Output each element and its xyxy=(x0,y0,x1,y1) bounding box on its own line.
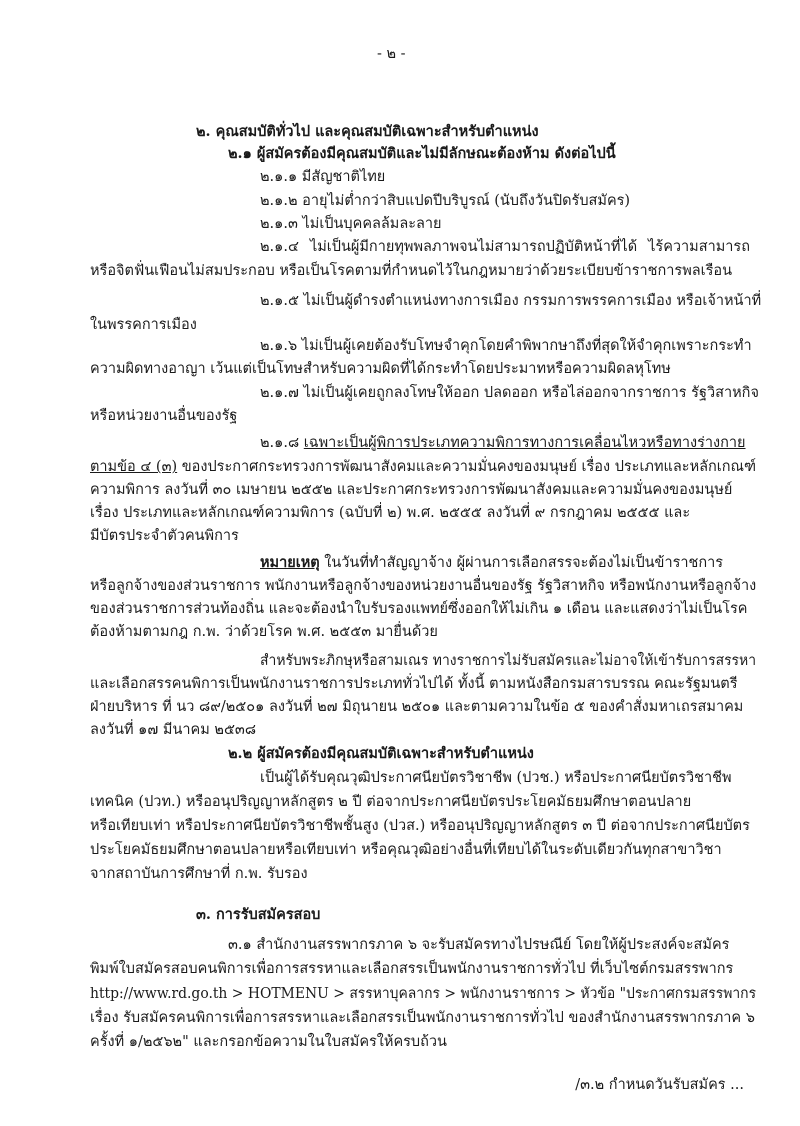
item-2-1-3: ๒.๑.๓ ไม่เป็นบุคคลล้มละลาย xyxy=(260,216,442,232)
continuation-note: /๓.๒ กำหนดวันรับสมัคร ... xyxy=(575,1077,744,1093)
note-line-4: ต้องห้ามตามกฎ ก.พ. ว่าด้วยโรค พ.ศ. ๒๕๕๓ มายื่นด้วย xyxy=(90,624,438,640)
section-3-line-1: ๓.๑ สำนักงานสรรพากรภาค ๖ จะรับสมัครทางไปรษณีย์ โดยให้ผู้ประสงค์จะสมัคร xyxy=(228,937,730,953)
monk-note-line-3: ฝ่ายบริหาร ที่ นว ๘๙/๒๕๐๑ ลงวันที่ ๒๗ มิถุนายน ๒๕๐๑ และตามความในข้อ ๕ ของคำสั่งมหาเถรสมาคม xyxy=(90,699,744,715)
section-2-2-line-3: หรือเทียบเท่า หรือประกาศนียบัตรวิชาชีพชั้นสูง (ปวส.) หรืออนุปริญญาหลักสูตร ๓ ปี ต่อจากประกาศนียบัตร xyxy=(90,818,750,834)
note-line-1-text: ในวันที่ทำสัญญาจ้าง ผู้ผ่านการเลือกสรรจะต้องไม่เป็นข้าราชการ xyxy=(319,555,724,571)
section-2-1-heading: ๒.๑ ผู้สมัครต้องมีคุณสมบัติและไม่มีลักษณะต้องห้าม ดังต่อไปนี้ xyxy=(228,145,616,162)
section-3-heading: ๓. การรับสมัครสอบ xyxy=(196,906,321,923)
section-3-line-5: ครั้งที่ ๑/๒๕๖๒" และกรอกข้อความในใบสมัครให้ครบถ้วน xyxy=(90,1034,447,1050)
item-2-1-7-line-1: ๒.๑.๗ ไม่เป็นผู้เคยถูกลงโทษให้ออก ปลดออก หรือไล่ออกจากราชการ รัฐวิสาหกิจ xyxy=(260,385,759,401)
item-2-1-2: ๒.๑.๒ อายุไม่ต่ำกว่าสิบแปดปีบริบูรณ์ (นับถึงวันปิดรับสมัคร) xyxy=(260,193,631,209)
monk-note-line-2: และเลือกสรรคนพิการเป็นพนักงานราชการประเภททั่วไปได้ ทั้งนี้ ตามหนังสือกรมสารบรรณ คณะรัฐมนตรี xyxy=(90,676,738,692)
item-2-1-8-line-5: มีบัตรประจำตัวคนพิการ xyxy=(90,528,239,544)
section-2-heading: ๒. คุณสมบัติทั่วไป และคุณสมบัติเฉพาะสำหรับตำแหน่ง xyxy=(196,123,539,140)
item-2-1-5-line-1: ๒.๑.๕ ไม่เป็นผู้ดำรงตำแหน่งทางการเมือง กรรมการพรรคการเมือง หรือเจ้าหน้าที่ xyxy=(260,293,762,309)
section-3-line-4: เรื่อง รับสมัครคนพิการเพื่อการสรรหาและเลือกสรรเป็นพนักงานราชการทั่วไป ของสำนักงานสรรพากรภาค ๖ xyxy=(90,1010,755,1026)
item-2-1-8-underlined-text: เฉพาะเป็นผู้พิการประเภทความพิการทางการเคลื่อนไหวหรือทางร่างกาย xyxy=(303,435,746,451)
item-2-1-8-line-4: เรื่อง ประเภทและหลักเกณฑ์ความพิการ (ฉบับที่ ๒) พ.ศ. ๒๕๕๕ ลงวันที่ ๙ กรกฎาคม ๒๕๕๕ และ xyxy=(90,505,691,521)
monk-note-line-1: สำหรับพระภิกษุหรือสามเณร ทางราชการไม่รับสมัครและไม่อาจให้เข้ารับการสรรหา xyxy=(260,653,757,669)
note-line-1 xyxy=(260,553,723,573)
item-2-1-6-line-2: ความผิดทางอาญา เว้นแต่เป็นโทษสำหรับความผิดที่ได้กระทำโดยประมาทหรือความผิดลหุโทษ xyxy=(90,361,671,377)
note-line-2: หรือลูกจ้างของส่วนราชการ พนักงานหรือลูกจ้างของหน่วยงานอื่นของรัฐ รัฐวิสาหกิจ หรือพนักงานหรือลูกจ้าง xyxy=(90,578,757,594)
item-2-1-7-line-2: หรือหน่วยงานอื่นของรัฐ xyxy=(90,408,238,424)
section-3-line-2: พิมพ์ใบสมัครสอบคนพิการเพื่อการสรรหาและเลือกสรรเป็นพนักงานราชการทั่วไป ที่เว็บไซต์กรมสรรพากร xyxy=(90,961,734,977)
note-line-3: ของส่วนราชการส่วนท้องถิ่น และจะต้องนำใบรับรองแพทย์ซึ่งออกให้ไม่เกิน ๑ เดือน และแสดงว่าไม่เป็นโรค xyxy=(90,601,748,617)
item-2-1-4-line-2: หรือจิตฟั่นเฟือนไม่สมประกอบ หรือเป็นโรคตามที่กำหนดไว้ในกฎหมายว่าด้วยระเบียบข้าราชการพลเรือน xyxy=(90,263,733,279)
item-2-1-8-line-1 xyxy=(260,433,746,453)
item-2-1-8-line-3: ความพิการ ลงวันที่ ๓๐ เมษายน ๒๕๕๒ และประกาศกระทรวงการพัฒนาสังคมและความมั่นคงของมนุษย์ xyxy=(90,482,733,498)
monk-note-line-4: ลงวันที่ ๑๗ มีนาคม ๒๕๓๘ xyxy=(90,722,257,738)
section-2-2-heading: ๒.๒ ผู้สมัครต้องมีคุณสมบัติเฉพาะสำหรับตำแหน่ง xyxy=(228,745,534,762)
section-2-2-line-4: ประโยคมัธยมศึกษาตอนปลายหรือเทียบเท่า หรือคุณวุฒิอย่างอื่นที่เทียบได้ในระดับเดียวกันทุกสาขาวิชา xyxy=(90,842,722,858)
note-label: หมายเหตุ xyxy=(260,554,320,571)
section-2-2-line-2: เทคนิค (ปวท.) หรืออนุปริญญาหลักสูตร ๒ ปี ต่อจากประกาศนียบัตรประโยคมัธยมศึกษาตอนปลาย xyxy=(90,794,692,810)
section-3-line-3: http://www.rd.go.th > HOTMENU > สรรหาบุคลากร > พนักงานราชการ > หัวข้อ "ประกาศกรมสรรพากร xyxy=(90,986,757,1002)
section-2-2-line-5: จากสถาบันการศึกษาที่ ก.พ. รับรอง xyxy=(90,866,308,882)
item-2-1-8-line-2-text: ของประกาศกระทรวงการพัฒนาสังคมและความมั่นคงของมนุษย์ เรื่อง ประเภทและหลักเกณฑ์ xyxy=(177,459,757,475)
item-2-1-8-line-2 xyxy=(90,457,756,477)
page-number: - ๒ - xyxy=(377,46,406,62)
item-2-1-8-number: ๒.๑.๘ xyxy=(260,435,300,451)
item-2-1-4-line-1: ๒.๑.๔ ไม่เป็นผู้มีกายทุพพลภาพจนไม่สามารถปฏิบัติหน้าที่ได้ ไร้ความสามารถ xyxy=(260,239,750,255)
item-2-1-6-line-1: ๒.๑.๖ ไม่เป็นผู้เคยต้องรับโทษจำคุกโดยคำพิพากษาถึงที่สุดให้จำคุกเพราะกระทำ xyxy=(260,338,752,354)
item-2-1-1: ๒.๑.๑ มีสัญชาติไทย xyxy=(260,169,386,185)
item-2-1-5-line-2: ในพรรคการเมือง xyxy=(90,317,197,333)
item-2-1-8-clause-ref: ตามข้อ ๔ (๓) xyxy=(90,459,178,475)
section-2-2-line-1: เป็นผู้ได้รับคุณวุฒิประกาศนียบัตรวิชาชีพ (ปวช.) หรือประกาศนียบัตรวิชาชีพ xyxy=(260,770,732,786)
